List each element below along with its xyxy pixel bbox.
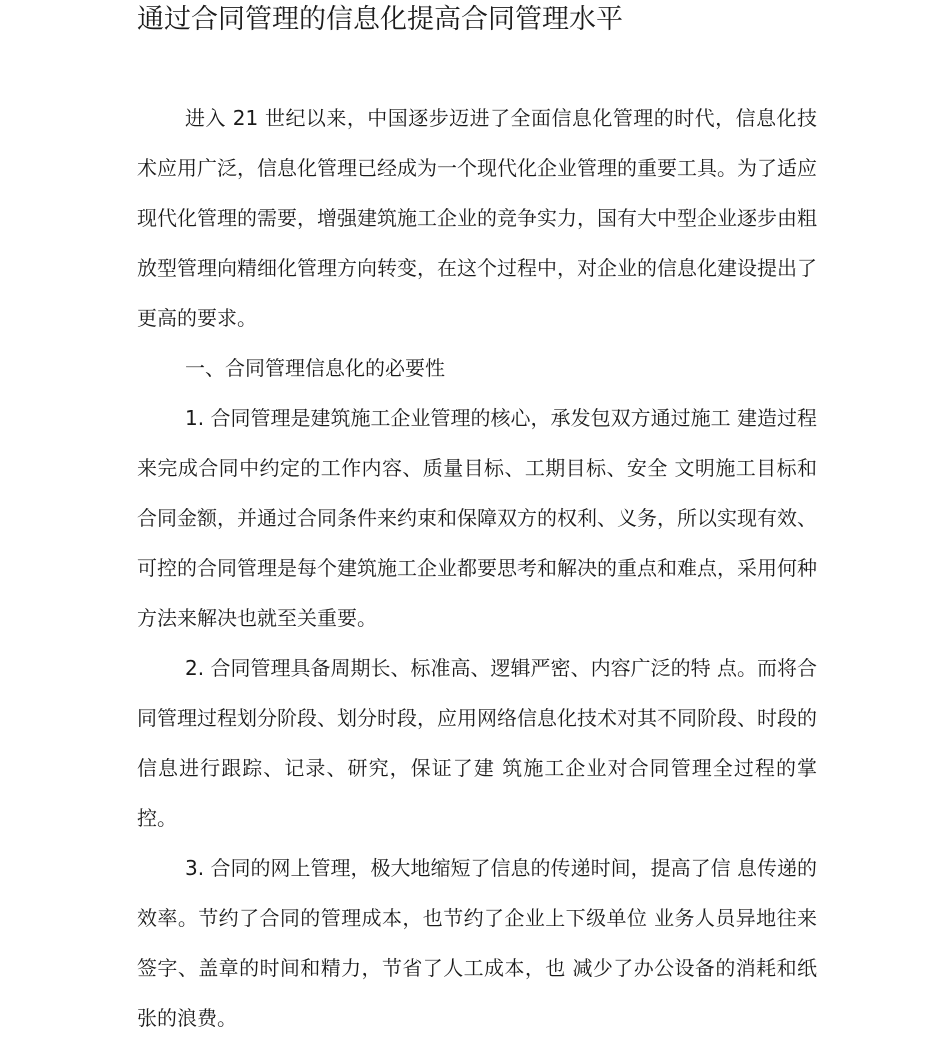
paragraph-point-3: 3. 合同的网上管理，极大地缩短了信息的传递时间，提高了信 息传递的效率。节约了合同的管理成本，也节约了企业上下级单位 业务人员异地往来签字、盖章的时间和精力，节省了人工成本，也 减少了办公设备的消耗和纸张的浪费。: [137, 856, 817, 1030]
paragraph-point-2: 2. 合同管理具备周期长、标准高、逻辑严密、内容广泛的特 点。而将合同管理过程划分阶段、划分时段，应用网络信息化技术对其不同阶段、时段的信息进行跟踪、记录、研究，保证了建 筑施工企业对合同管理全过程的掌控。: [137, 656, 817, 830]
paragraph-point-1: 1. 合同管理是建筑施工企业管理的核心，承发包双方通过施工 建造过程来完成合同中约定的工作内容、质量目标、工期目标、安全 文明施工目标和合同金额，并通过合同条件来约束和保障双方的权利、义务，所以实现有效、可控的合同管理是每个建筑施工企业都要思考和解决的重点和难点，采用何种方法来解决也就至关重要。: [137, 406, 817, 630]
document-title: 通过合同管理的信息化提高合同管理水平: [137, 4, 623, 35]
paragraph-intro: 进入 21 世纪以来，中国逐步迈进了全面信息化管理的时代，信息化技术应用广泛，信息化管理已经成为一个现代化企业管理的重要工具。为了适应现代化管理的需要，增强建筑施工企业的竞争实力，国有大中型企业逐步由粗放型管理向精细化管理方向转变，在这个过程中，对企业的信息化建设提出了更高的要求。: [137, 106, 817, 330]
section-heading-1: 一、合同管理信息化的必要性: [185, 356, 445, 380]
document-body: [137, 93, 817, 1043]
